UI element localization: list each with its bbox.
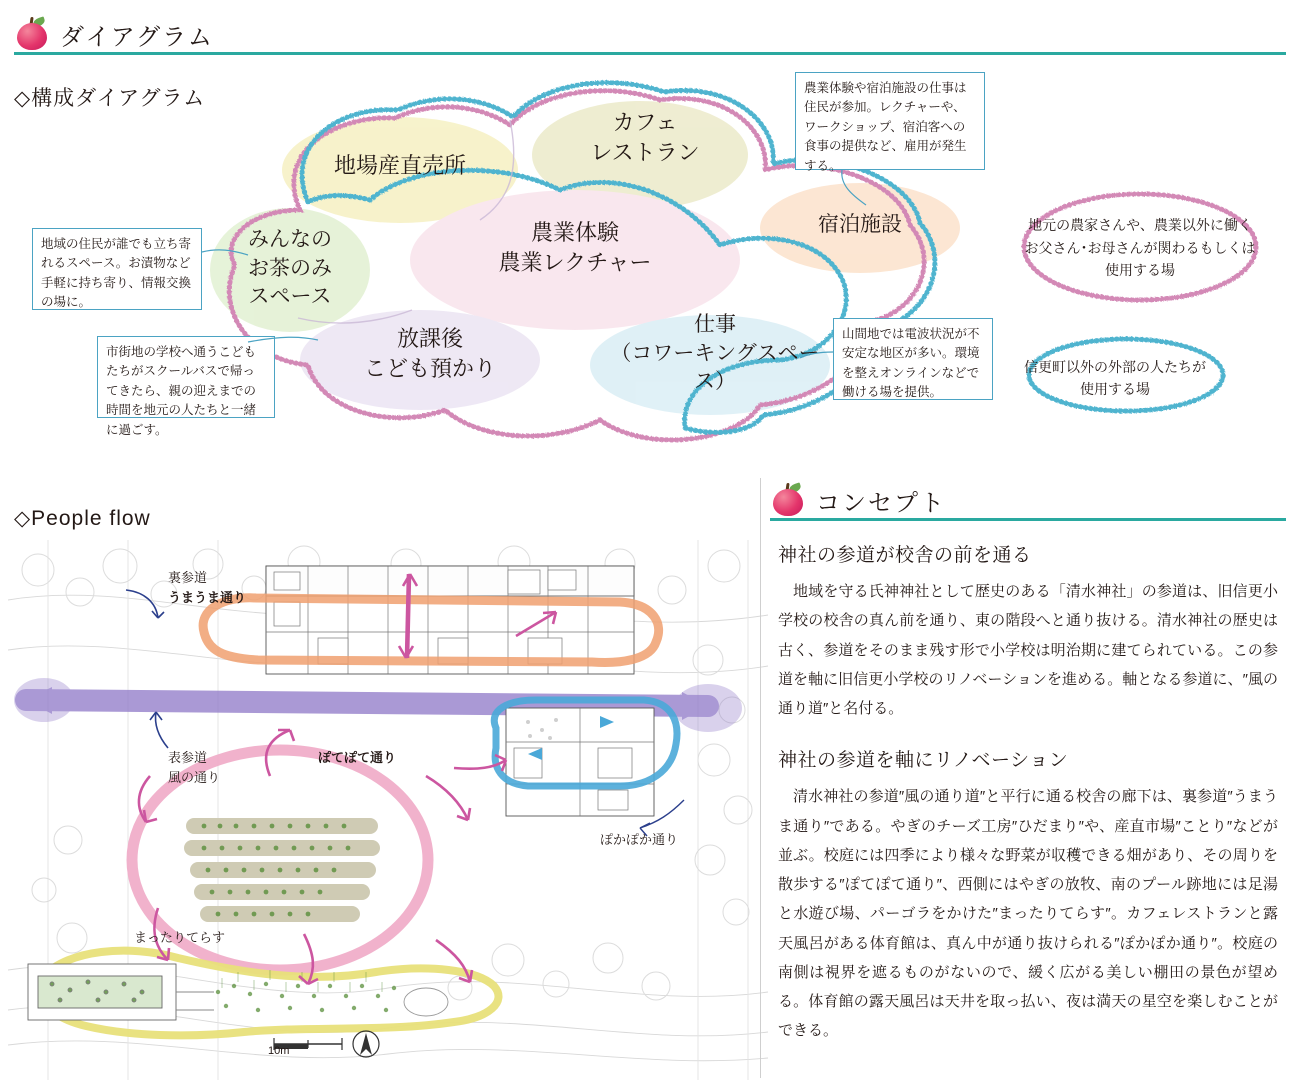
callout-residents: 地域の住民が誰でも立ち寄れるスペース。お漬物など手軽に持ち寄り、情報交換の場に。 — [32, 228, 202, 310]
blob-local-produce: 地場産直売所 — [333, 153, 466, 179]
concept-section-rule — [770, 518, 1286, 521]
label-omote-sando: 表参道 風の通り — [168, 750, 221, 785]
legend-outsiders: 信更町以外の外部の人たちが使用する場 — [1024, 358, 1206, 397]
pokapoka-leader — [588, 796, 708, 856]
scale-label: 10m — [268, 1045, 290, 1057]
concept-heading-2: 神社の参道を軸にリノベーション — [778, 750, 1069, 772]
peopleflow-subtitle: ◇People flow — [14, 507, 151, 530]
label-pokapoka: ぽかぽか通り — [600, 832, 679, 847]
concept-paragraph-2: 清水神社の参道″風の通り道″と平行に通る校舎の廊下は、裏参道″うまうま通り″である。やぎのチーズ工房″ひだまり″や、産直市場″ことり″などが並ぶ。校庭には四季により様々な野菜が収穫できる畑があり、その周りを散歩する″ぽてぽて通り″、西側にはやぎの放牧、南のプール跡地には足湯と水遊び場、パーゴラをかけた″まったりてらす″。カフェレストランと露天風呂がある体育館は、真ん中が通り抜けられる″ぽかぽか通り″。校庭の南側は視界を遮るものがないので、緩く広がる美しい棚田の景色が望める。体育館の露天風呂は天井を取っ払い、夜は満天の星空を楽しむことができる。 — [778, 788, 1278, 1040]
diagram-subtitle: ◇構成ダイアグラム — [14, 87, 206, 110]
diagram-section-rule — [14, 52, 1286, 55]
blob-after-school: 放課後 こども預かり — [363, 326, 496, 381]
diagram-section-header — [14, 16, 214, 52]
concept-paragraph-1: 地域を守る氏神神社として歴史のある「清水神社」の参道は、旧信更小学校の校舎の真ん前を通り、東の階段へと通り抜ける。清水神社の歴史は古く、参道をそのまま残す形で小学校は明治期に建てられている。この参道を軸に旧信更小学校のリノベーションを進める。軸となる参道に、″風の通り道″と名付る。 — [778, 583, 1278, 717]
concept-heading-1: 神社の参道が校舎の前を通る — [778, 545, 1032, 566]
concept-section-title: コンセプト — [816, 489, 946, 517]
scale-bar — [274, 1031, 379, 1057]
blob-lodging: 宿泊施設 — [818, 212, 902, 236]
diagram-section-title: ダイアグラム — [60, 23, 214, 51]
concept-body — [778, 540, 1278, 1068]
concept-section-header — [770, 482, 946, 518]
callout-online: 山間地では電波状況が不安定な地区が多い。環境を整えオンラインなどで働ける場を提供。 — [833, 318, 993, 400]
label-ura-sando: 裏参道 うまうま通り — [168, 570, 247, 605]
apple-icon-concept — [770, 482, 806, 518]
callout-schoolbus: 市街地の学校へ通うこどもたちがスクールバスで帰ってきたら、親の迎えまでの時間を地元の人たちと一緒に過ごす。 — [97, 336, 275, 418]
column-divider — [760, 478, 761, 1078]
legend-locals: 地元の農家さんや、農業以外に働くお父さん･お母さんが関わるもしくは使用する場 — [1024, 217, 1256, 279]
label-potepote: ぽてぽて通り — [318, 750, 397, 765]
blob-farm-experience: 農業体験 農業レクチャー — [498, 220, 652, 275]
label-mattari: まったりてらす — [134, 930, 226, 945]
apple-icon — [14, 16, 50, 52]
blob-cafe-restaurant: カフェ レストラン — [590, 110, 700, 165]
blob-coworking: 仕事 （コワーキングスペース） — [610, 313, 820, 394]
blob-tea-space: みんなの お茶のみ スペース — [248, 228, 332, 309]
callout-employment: 農業体験や宿泊施設の仕事は住民が参加。レクチャーや、ワークショップ、宿泊客への食事の提供など、雇用が発生する。 — [795, 72, 985, 170]
